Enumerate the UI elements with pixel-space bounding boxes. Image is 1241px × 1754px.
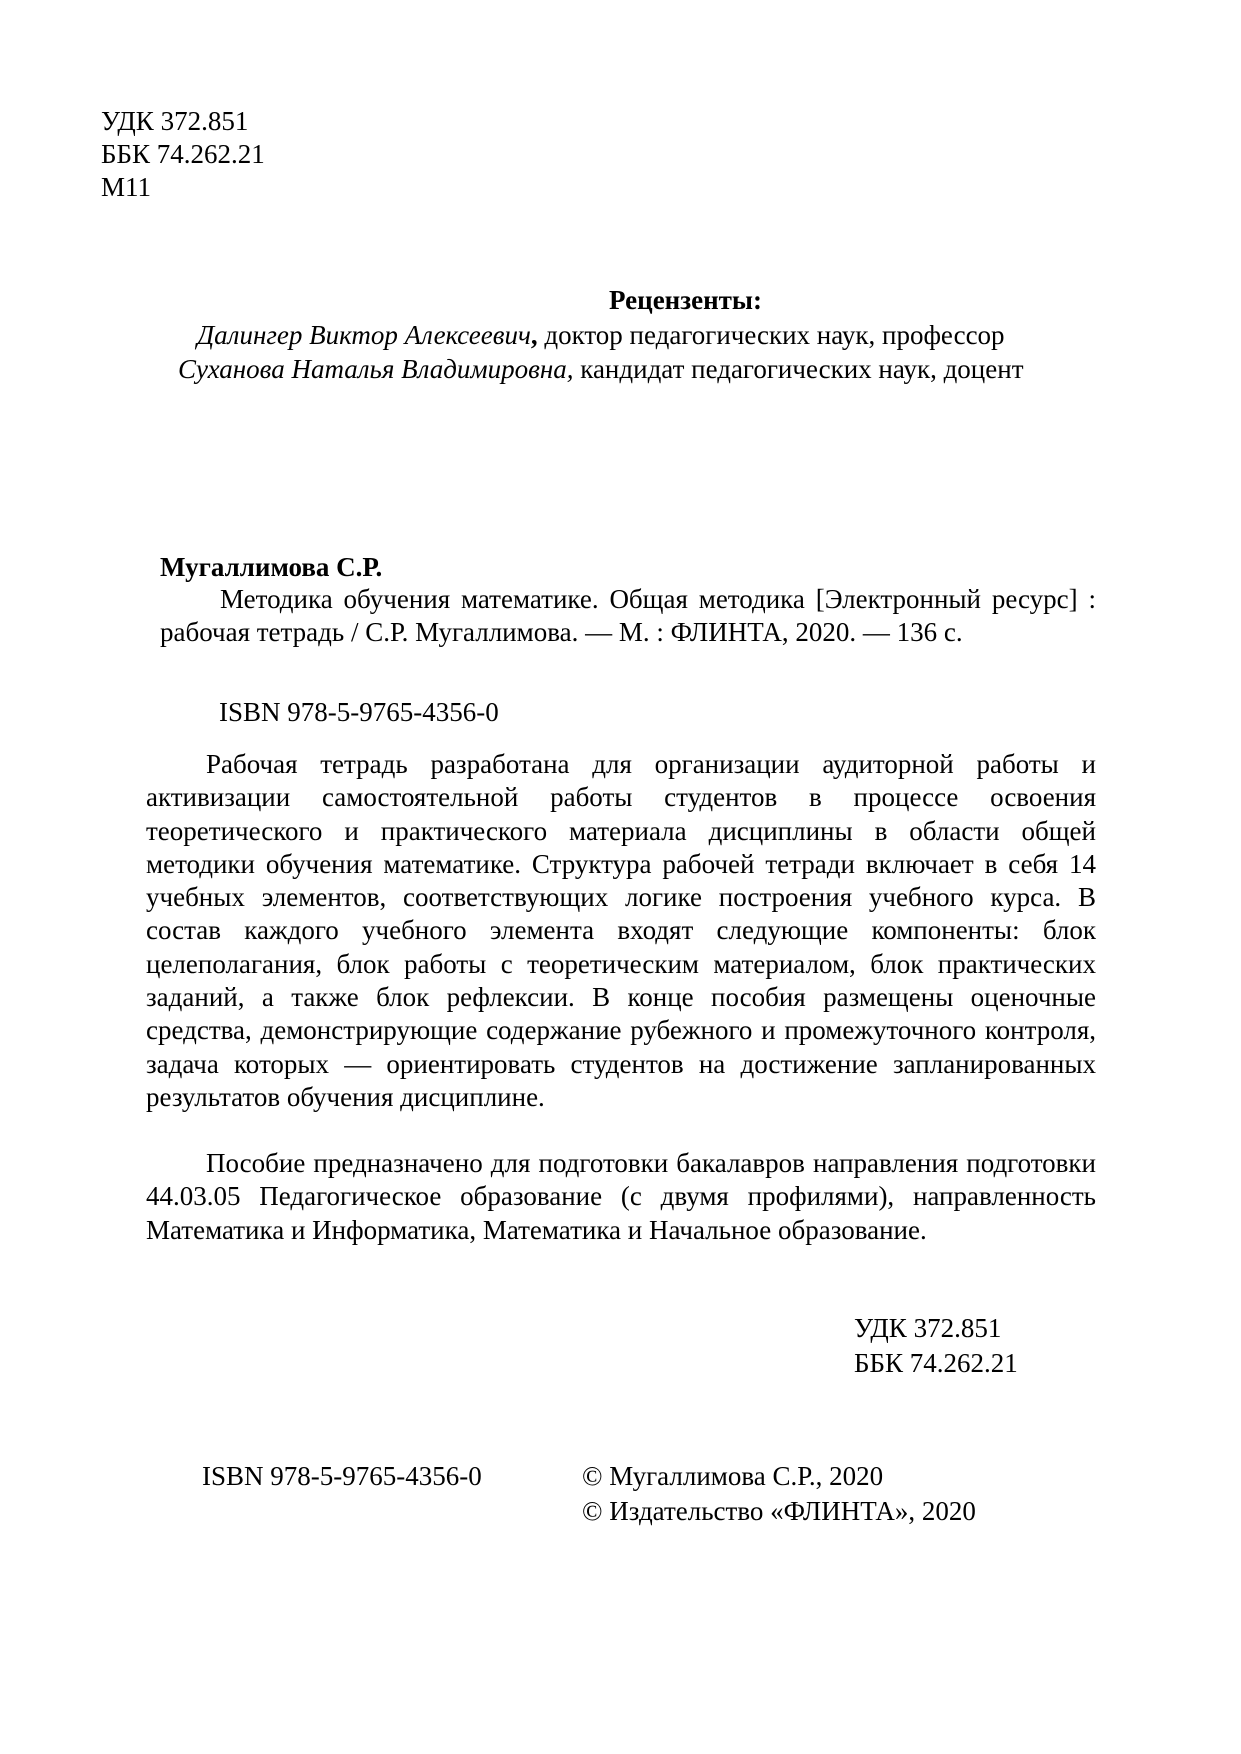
reviewer-credentials: доктор педагогических наук, профессор bbox=[537, 320, 1005, 350]
reviewer-name: Далингер Виктор Алексеевич bbox=[197, 320, 531, 350]
classification-codes-top bbox=[101, 105, 265, 204]
udk-code: УДК 372.851 bbox=[854, 1313, 1002, 1343]
reviewer-credentials: кандидат педагогических наук, доцент bbox=[573, 354, 1024, 384]
copyright-publisher: © Издательство «ФЛИНТА», 2020 bbox=[582, 1496, 976, 1526]
classification-codes-bottom bbox=[854, 1311, 1018, 1381]
reviewer-line bbox=[178, 353, 1024, 386]
footer-isbn: ISBN 978-5-9765-4356-0 bbox=[202, 1461, 482, 1491]
reviewer-line bbox=[197, 319, 1005, 352]
abstract-paragraph bbox=[146, 1147, 1096, 1247]
isbn: ISBN 978-5-9765-4356-0 bbox=[219, 697, 499, 727]
abstract-paragraph bbox=[146, 748, 1096, 1114]
reviewer-name: Суханова Наталья Владимировна bbox=[178, 354, 567, 384]
bbk-code: ББК 74.262.21 bbox=[854, 1348, 1018, 1378]
bbk-code: ББК 74.262.21 bbox=[101, 139, 265, 169]
abstract-text: Пособие предназначено для подготовки бакалавров направления подготовки 44.03.05 Педагогическое образование (с двумя профилями), направленность Математика и Информатика, Математика и Начальное образование. bbox=[146, 1148, 1096, 1245]
reviewer-separator: , bbox=[566, 354, 574, 384]
bibliographic-entry: Методика обучения математике. Общая методика [Электронный ресурс] : рабочая тетрадь / С.Р. Мугаллимова. — М. : ФЛИНТА, 2020. — 136 с. bbox=[160, 584, 1096, 647]
reviewer-separator: , bbox=[530, 320, 538, 350]
udk-code: УДК 372.851 bbox=[101, 106, 249, 136]
author-mark: М11 bbox=[101, 172, 152, 202]
copyright-author: © Мугаллимова С.Р., 2020 bbox=[582, 1461, 884, 1491]
reviewers-title: Рецензенты: bbox=[609, 285, 762, 315]
abstract-text: Рабочая тетрадь разработана для организации аудиторной работы и активизации самостоятельной работы студентов в процессе освоения теоретического и практического материала дисциплины в области общей методики обучения математике. Структура рабочей тетради включает в себя 14 учебных элементов, соответствующих логике построения учебного курса. В состав каждого учебного элемента входят следующие компоненты: блок целеполагания, блок работы с теоретическим материалом, блок практических заданий, а также блок рефлексии. В конце пособия размещены оценочные средства, демонстрирующие содержание рубежного и промежуточного контроля, задача которых — ориентировать студентов на достижение запланированных результатов обучения дисциплине. bbox=[146, 749, 1096, 1112]
book-author: Мугаллимова С.Р. bbox=[160, 552, 383, 582]
